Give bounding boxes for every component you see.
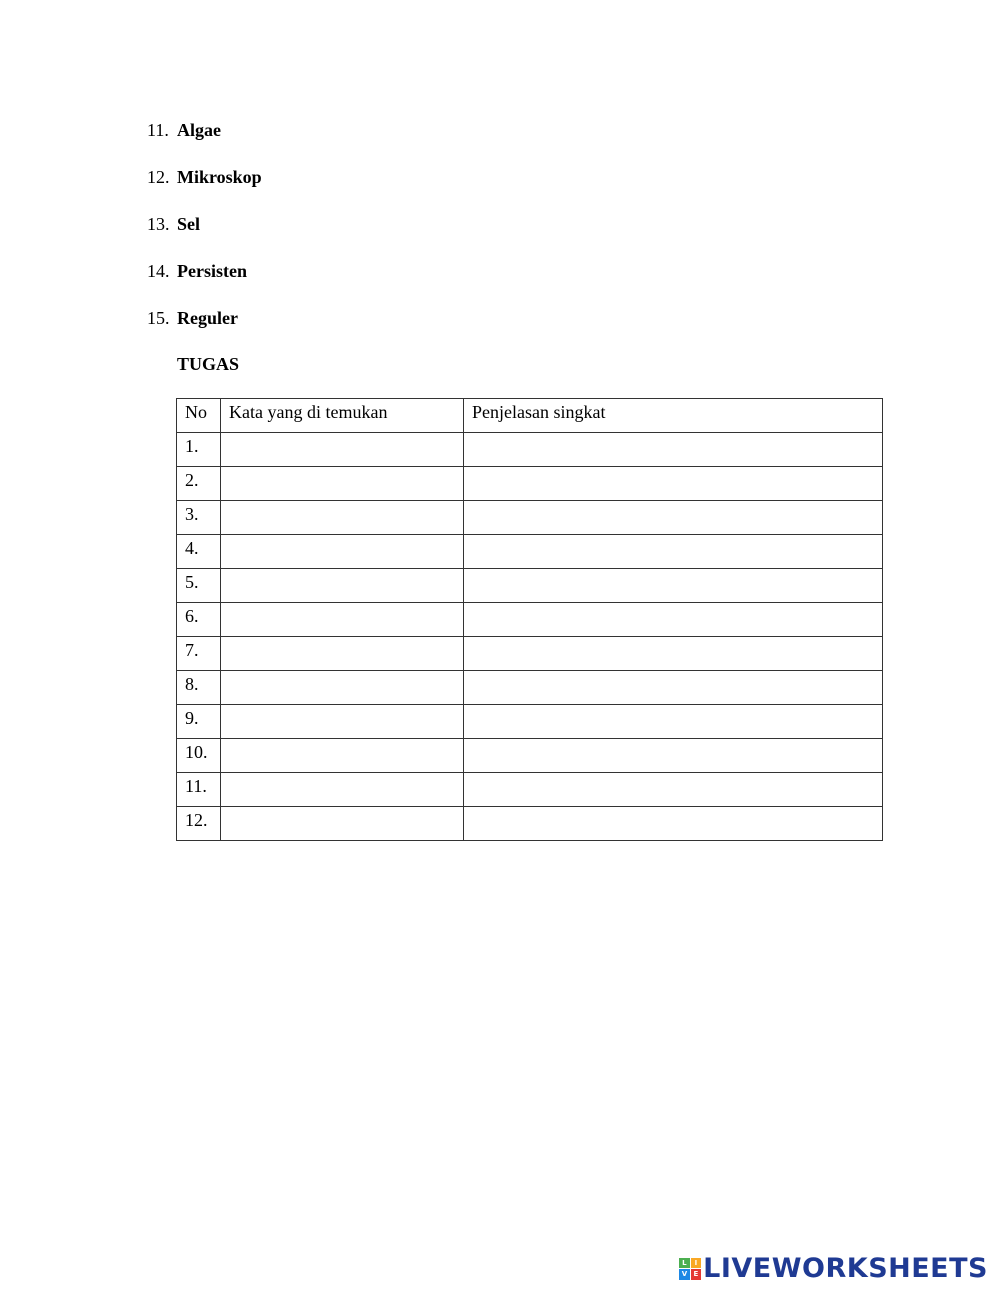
logo-mark-square: I [691, 1258, 702, 1269]
penjelasan-cell[interactable] [464, 637, 883, 671]
penjelasan-cell[interactable] [464, 535, 883, 569]
row-number-cell: 12. [177, 807, 221, 841]
list-item [147, 212, 262, 259]
list-item-term: Persisten [177, 261, 247, 281]
table-row [177, 501, 883, 535]
kata-cell[interactable] [221, 535, 464, 569]
kata-cell[interactable] [221, 671, 464, 705]
liveworksheets-logo-icon [679, 1258, 701, 1280]
list-item [147, 118, 262, 165]
header-kata: Kata yang di temukan [221, 399, 464, 433]
table-row [177, 671, 883, 705]
table-row [177, 637, 883, 671]
header-penjelasan: Penjelasan singkat [464, 399, 883, 433]
penjelasan-cell[interactable] [464, 739, 883, 773]
table-row [177, 739, 883, 773]
kata-cell[interactable] [221, 467, 464, 501]
kata-cell[interactable] [221, 807, 464, 841]
row-number-cell: 11. [177, 773, 221, 807]
penjelasan-cell[interactable] [464, 501, 883, 535]
row-number-cell: 5. [177, 569, 221, 603]
row-number-cell: 2. [177, 467, 221, 501]
list-item-number: 11. [147, 120, 169, 140]
kata-cell[interactable] [221, 569, 464, 603]
kata-cell[interactable] [221, 433, 464, 467]
list-item [147, 165, 262, 212]
list-item-term: Mikroskop [177, 167, 262, 187]
penjelasan-cell[interactable] [464, 569, 883, 603]
table-row [177, 603, 883, 637]
logo-mark-square: E [691, 1269, 702, 1280]
table-row [177, 807, 883, 841]
kata-cell[interactable] [221, 705, 464, 739]
list-item-number: 15. [147, 308, 170, 328]
kata-cell[interactable] [221, 501, 464, 535]
table-row [177, 773, 883, 807]
row-number-cell: 10. [177, 739, 221, 773]
table-header-row [177, 399, 883, 433]
row-number-cell: 8. [177, 671, 221, 705]
list-item [147, 306, 262, 353]
penjelasan-cell[interactable] [464, 705, 883, 739]
row-number-cell: 4. [177, 535, 221, 569]
penjelasan-cell[interactable] [464, 467, 883, 501]
kata-cell[interactable] [221, 773, 464, 807]
table-row [177, 535, 883, 569]
penjelasan-cell[interactable] [464, 433, 883, 467]
task-table-body [177, 433, 883, 841]
kata-cell[interactable] [221, 637, 464, 671]
logo-mark-square: V [679, 1269, 690, 1280]
penjelasan-cell[interactable] [464, 603, 883, 637]
vocabulary-list [147, 118, 262, 353]
row-number-cell: 6. [177, 603, 221, 637]
penjelasan-cell[interactable] [464, 773, 883, 807]
row-number-cell: 9. [177, 705, 221, 739]
task-title: TUGAS [177, 354, 240, 374]
row-number-cell: 1. [177, 433, 221, 467]
kata-cell[interactable] [221, 603, 464, 637]
liveworksheets-logo [679, 1253, 988, 1284]
penjelasan-cell[interactable] [464, 671, 883, 705]
list-item-term: Reguler [177, 308, 238, 328]
row-number-cell: 7. [177, 637, 221, 671]
list-item-term: Sel [177, 214, 201, 234]
penjelasan-cell[interactable] [464, 807, 883, 841]
list-item-number: 13. [147, 214, 170, 234]
list-item-term: Algae [177, 120, 221, 140]
kata-cell[interactable] [221, 739, 464, 773]
table-row [177, 569, 883, 603]
logo-text: LIVEWORKSHEETS [703, 1253, 988, 1284]
list-item-number: 14. [147, 261, 170, 281]
table-row [177, 705, 883, 739]
row-number-cell: 3. [177, 501, 221, 535]
list-item-number: 12. [147, 167, 170, 187]
header-no: No [177, 399, 221, 433]
logo-mark-square: L [679, 1258, 690, 1269]
list-item [147, 259, 262, 306]
table-row [177, 467, 883, 501]
table-row [177, 433, 883, 467]
task-table [176, 398, 883, 841]
